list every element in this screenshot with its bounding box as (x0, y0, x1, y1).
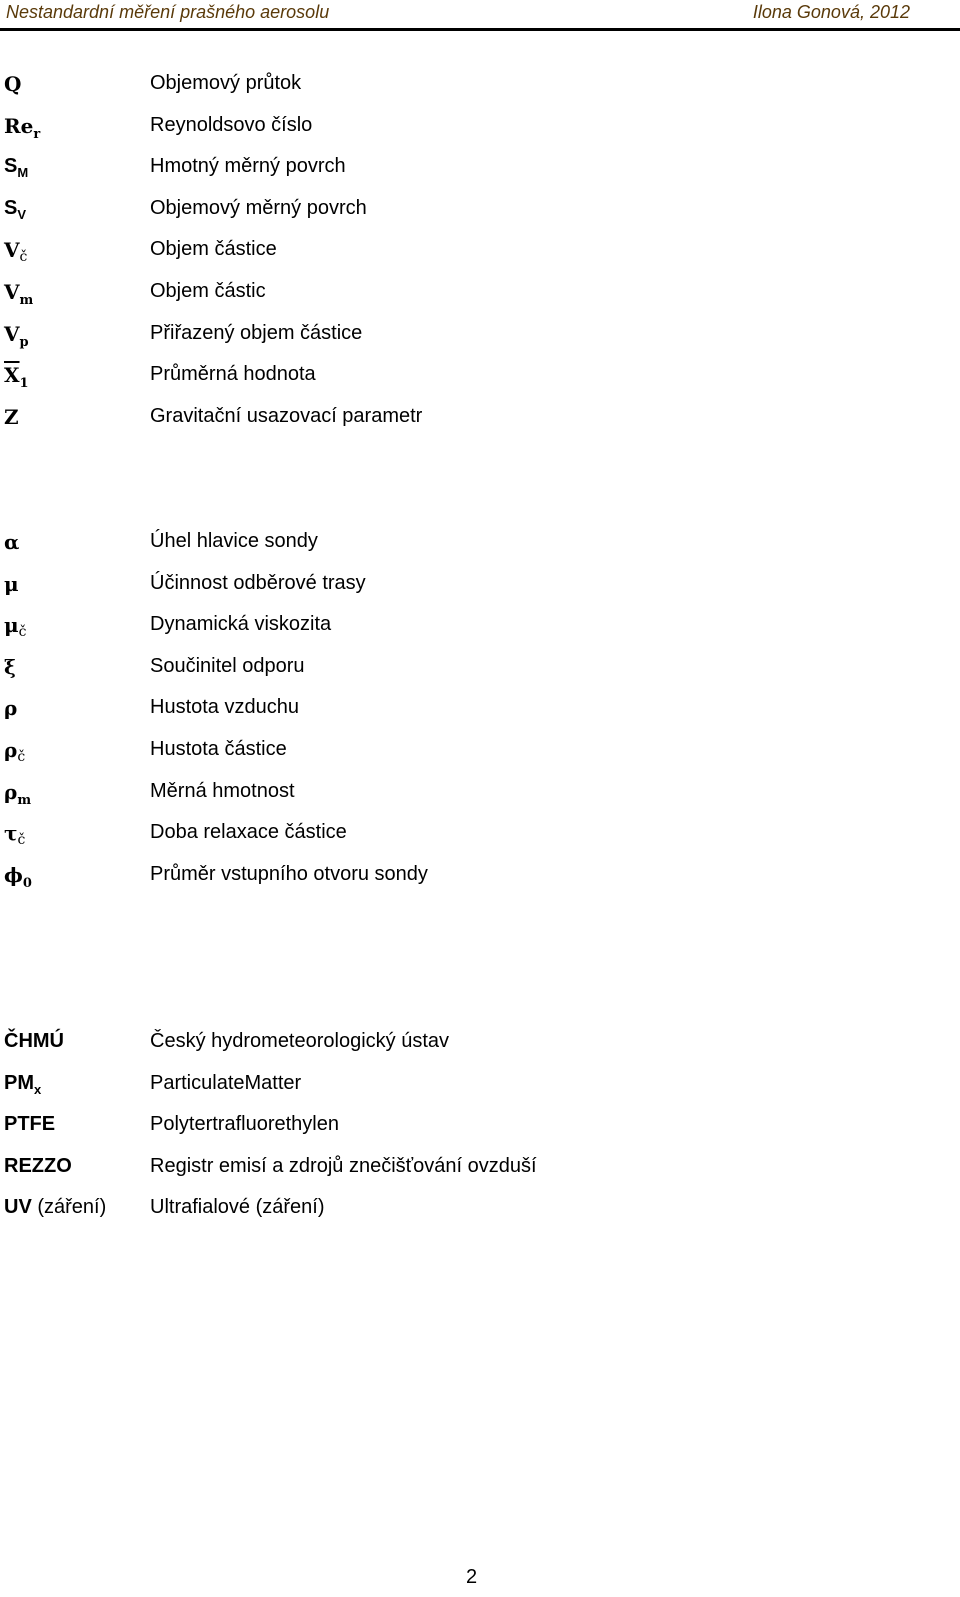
description: Průměr vstupního otvoru sondy (150, 862, 428, 885)
symbol: Q (4, 72, 22, 96)
list-item (0, 780, 960, 822)
symbol: ČHMÚ (4, 1030, 64, 1052)
symbol: $V_p$ (4, 321, 29, 350)
symbol: $\phi_0$ (4, 862, 32, 891)
symbol: μ (4, 571, 19, 596)
header-author: Ilona Gonová, 2012 (752, 2, 910, 22)
description: Přiřazený objem částice (150, 321, 363, 344)
description: Součinitel odporu (150, 654, 305, 677)
symbol: $\rho_č$ (4, 737, 26, 765)
list-item (0, 572, 960, 614)
list-item (0, 738, 960, 780)
list-item (0, 363, 960, 405)
list-item (0, 863, 960, 905)
list-item (0, 322, 960, 364)
description: Reynoldsovo číslo (150, 113, 313, 136)
symbol: $V_m$ (4, 279, 34, 308)
description: Úhel hlavice sondy (150, 530, 318, 552)
description: Objemový průtok (150, 72, 302, 94)
symbol: Z (4, 404, 19, 429)
symbol: $V_č$ (4, 238, 28, 266)
list-item (0, 197, 960, 239)
abbreviations-list (0, 1030, 960, 1238)
list-item (0, 530, 960, 572)
description: Český hydrometeorologický ústav (150, 1030, 450, 1052)
list-item (0, 1072, 960, 1114)
symbol: UV (záření) (4, 1196, 107, 1219)
page-header (0, 0, 960, 31)
symbol: $\overline{X}_1$ (4, 363, 29, 392)
description: Hmotný měrný povrch (150, 155, 346, 178)
greek-symbols-list (0, 530, 960, 904)
symbol: REZZO (4, 1154, 72, 1177)
description: Objem částic (150, 279, 266, 302)
description: Účinnost odběrové trasy (150, 571, 366, 594)
list-item (0, 280, 960, 322)
symbol: ξ (4, 654, 16, 679)
list-item (0, 405, 960, 447)
list-item (0, 696, 960, 738)
description: Doba relaxace částice (150, 821, 347, 844)
symbol: $PM_x$ (4, 1071, 42, 1097)
description: Polytertrafluorethylen (150, 1113, 339, 1136)
symbol: ρ (4, 696, 18, 721)
list-item (0, 655, 960, 697)
list-item (0, 72, 960, 114)
list-item (0, 821, 960, 863)
description: Hustota částice (150, 737, 287, 760)
symbol: $S_V$ (4, 196, 27, 222)
list-item (0, 1113, 960, 1155)
description: Dynamická viskozita (150, 613, 332, 636)
list-item (0, 155, 960, 197)
list-item (0, 238, 960, 280)
description: ParticulateMatter (150, 1071, 302, 1094)
description: Průměrná hodnota (150, 363, 316, 386)
list-item (0, 613, 960, 655)
list-item (0, 114, 960, 156)
description: Gravitační usazovací parametr (150, 404, 423, 427)
list-item (0, 1196, 960, 1238)
symbol: $Re_r$ (4, 113, 41, 142)
symbol: PTFE (4, 1113, 56, 1136)
description: Ultrafialové (záření) (150, 1196, 325, 1219)
description: Objemový měrný povrch (150, 196, 367, 219)
latin-symbols-list (0, 72, 960, 446)
symbol: $\tau_č$ (4, 821, 26, 849)
symbol: $\mu_č$ (4, 613, 27, 641)
description: Hustota vzduchu (150, 696, 299, 719)
description: Registr emisí a zdrojů znečišťování ovzduší (150, 1154, 537, 1177)
description: Objem částice (150, 238, 277, 261)
page-number: 2 (466, 1566, 478, 1588)
list-item (0, 1155, 960, 1197)
description: Měrná hmotnost (150, 779, 295, 802)
symbol: α (4, 530, 20, 554)
symbol: $\rho_m$ (4, 779, 32, 808)
symbol: $S_M$ (4, 155, 29, 181)
list-item (0, 1030, 960, 1072)
header-title: Nestandardní měření prašného aerosolu (6, 2, 330, 22)
